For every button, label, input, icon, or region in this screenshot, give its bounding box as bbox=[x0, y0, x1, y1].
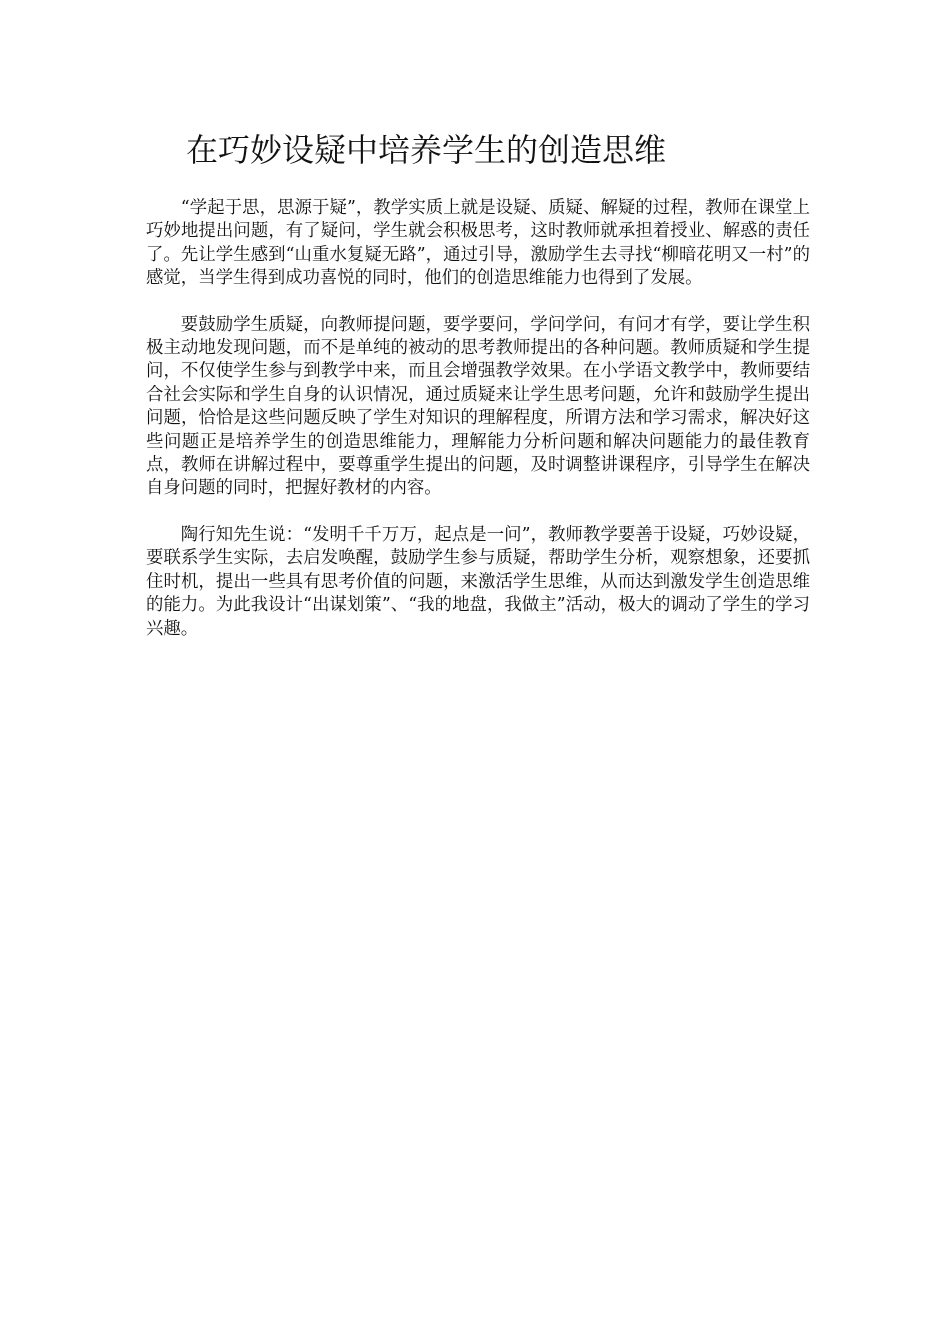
paragraph-2: 要鼓励学生质疑，向教师提问题，要学要问，学问学问，有问才有学，要让学生积极主动地发现问题，而不是单纯的被动的思考教师提出的各种问题。教师质疑和学生提问，不仅使学生参与到教学中来，而且会增强教学效果。在小学语文教学中，教师要结合社会实际和学生自身的认识情况，通过质疑来让学生思考问题，允许和鼓励学生提出问题，恰恰是这些问题反映了学生对知识的理解程度，所谓方法和学习需求，解决好这些问题正是培养学生的创造思维能力，理解能力分析问题和解决问题能力的最佳教育点，教师在讲解过程中，要尊重学生提出的问题，及时调整讲课程序，引导学生在解决自身问题的同时，把握好教材的内容。 bbox=[146, 314, 810, 499]
document-body bbox=[146, 197, 810, 664]
paragraph-3: 陶行知先生说：“发明千千万万，起点是一问”，教师教学要善于设疑，巧妙设疑，要联系学生实际，去启发唤醒，鼓励学生参与质疑，帮助学生分析，观察想象，还要抓住时机，提出一些具有思考价值的问题，来激活学生思维，从而达到激发学生创造思维的能力。为此我设计“出谋划策”、“我的地盘，我做主”活动，极大的调动了学生的学习兴趣。 bbox=[146, 524, 810, 639]
paragraph-1: “学起于思，思源于疑”，教学实质上就是设疑、质疑、解疑的过程，教师在课堂上巧妙地提出问题，有了疑问，学生就会积极思考，这时教师就承担着授业、解惑的责任了。先让学生感到“山重水复疑无路”，通过引导，激励学生去寻找“柳暗花明又一村”的感觉，当学生得到成功喜悦的同时，他们的创造思维能力也得到了发展。 bbox=[146, 198, 810, 289]
document-title: 在巧妙设疑中培养学生的创造思维 bbox=[186, 131, 667, 169]
